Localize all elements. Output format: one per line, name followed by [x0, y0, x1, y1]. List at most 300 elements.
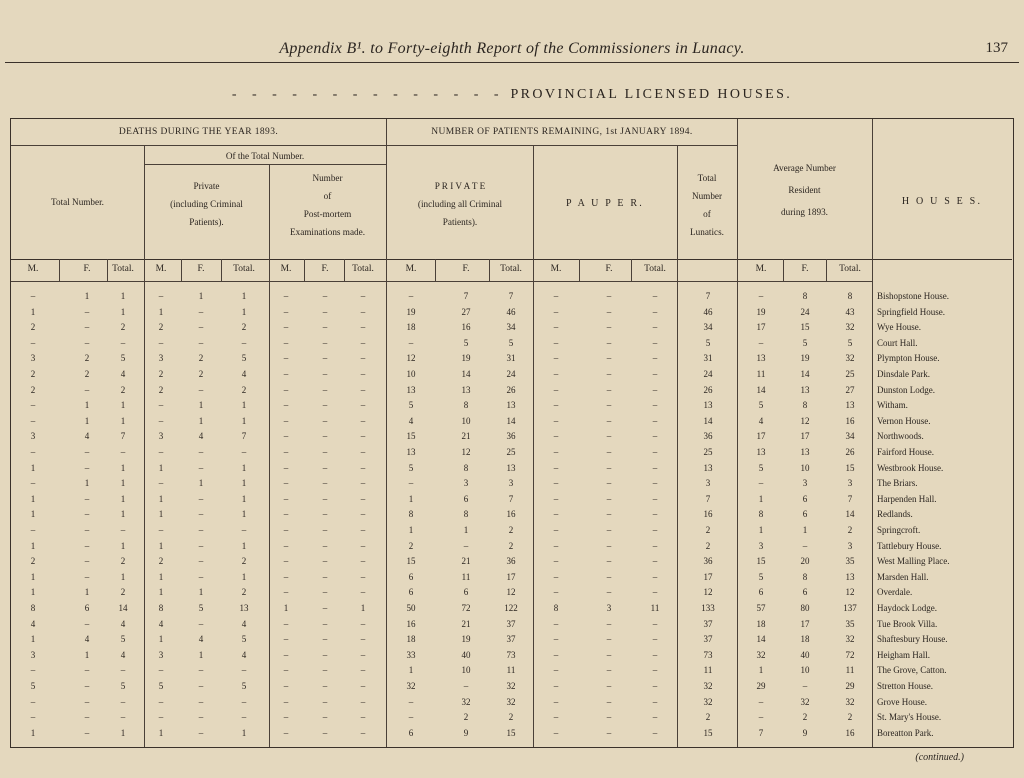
table-cell: –	[322, 509, 328, 520]
table-cell: –	[283, 353, 289, 364]
table-cell: 5	[758, 571, 764, 582]
table-cell: 5	[120, 353, 126, 364]
table-cell: –	[652, 384, 658, 395]
table-cell: –	[198, 540, 204, 551]
table-cell: –	[283, 306, 289, 317]
table-cell: 32	[800, 696, 810, 707]
table-cell: –	[322, 369, 328, 379]
table-cell: 32	[845, 353, 855, 364]
table-cell: 5	[241, 681, 247, 691]
table-cell: 17	[800, 618, 810, 629]
table-cell: 5	[463, 337, 469, 348]
table-cell: 6	[84, 603, 90, 613]
table-cell: 15	[506, 727, 516, 738]
table-cell: –	[322, 540, 328, 551]
table-cell: 8	[408, 509, 414, 520]
table-cell: 2	[802, 712, 808, 723]
table-cell: –	[84, 322, 90, 333]
table-cell: –	[606, 681, 612, 691]
table-cell: 18	[800, 634, 810, 645]
table-cell: 57	[756, 603, 766, 613]
header-line: (including Criminal	[170, 199, 243, 209]
table-cell: 31	[506, 353, 516, 364]
rule-under-group	[11, 145, 737, 146]
table-cell: –	[360, 618, 366, 629]
table-cell: –	[198, 556, 204, 567]
header-remaining: NUMBER OF PATIENTS REMAINING, 1st JANUARY 1894.	[431, 127, 693, 137]
table-cell: –	[360, 291, 366, 301]
table-cell: 1	[198, 415, 204, 426]
table-cell: 1	[758, 665, 764, 676]
subcol-rule	[826, 259, 827, 281]
table-cell: 37	[506, 634, 516, 645]
table-cell: 1	[120, 540, 126, 551]
title-dashes: - - - - - - - - - - - - - -	[231, 87, 505, 102]
table-cell: 13	[506, 462, 516, 473]
table-cell: –	[553, 540, 559, 551]
table-cell: –	[30, 400, 36, 411]
table-cell: 3	[606, 603, 612, 613]
table-cell: 1	[120, 509, 126, 520]
table-cell: –	[158, 447, 164, 457]
table-cell: 4	[241, 649, 247, 660]
table-cell: 1	[30, 540, 36, 551]
header-average	[737, 157, 872, 223]
table-cell: –	[322, 681, 328, 691]
table-cell: 2	[408, 540, 414, 551]
table-cell: 12	[845, 587, 855, 598]
table-cell: –	[360, 712, 366, 723]
table-cell: 19	[461, 353, 471, 364]
table-cell: 5	[120, 681, 126, 691]
table-cell: –	[652, 525, 658, 535]
rule-above-subheads	[11, 259, 1012, 260]
table-cell: –	[553, 306, 559, 317]
table-cell: –	[606, 431, 612, 442]
table-cell: 2	[241, 556, 247, 567]
table-cell: 15	[800, 322, 810, 333]
table-cell: –	[606, 571, 612, 582]
table-cell: 1	[802, 525, 808, 535]
table-cell: 3	[847, 478, 853, 489]
table-cell: –	[198, 462, 204, 473]
table-cell: –	[652, 587, 658, 598]
table-cell: 1	[241, 306, 247, 317]
table-cell: 13	[703, 462, 713, 473]
table-cell: –	[553, 727, 559, 738]
header-line: of	[323, 191, 332, 201]
table-cell: 43	[845, 306, 855, 317]
table-cell: 1	[241, 509, 247, 520]
table-cell: –	[652, 322, 658, 333]
house-name: Wye House.	[877, 322, 921, 333]
table-cell: –	[120, 712, 126, 723]
table-cell: 5	[408, 462, 414, 473]
table-cell: 32	[756, 649, 766, 660]
table-cell: –	[198, 337, 204, 348]
table-cell: 5	[241, 634, 247, 645]
table-cell: 26	[703, 384, 713, 395]
table-cell: 4	[198, 431, 204, 442]
table-cell: –	[553, 665, 559, 676]
table-cell: –	[606, 353, 612, 364]
house-name: Bishopstone House.	[877, 291, 949, 301]
table-cell: 25	[506, 447, 516, 457]
table-cell: 14	[506, 415, 516, 426]
table-cell: 3	[705, 478, 711, 489]
table-cell: 11	[506, 665, 516, 676]
table-cell: –	[322, 384, 328, 395]
header-line: Average Number	[773, 163, 836, 173]
header-total-lunatics	[677, 169, 737, 241]
table-cell: –	[553, 462, 559, 473]
table-cell: 3	[30, 431, 36, 442]
table-cell: 1	[30, 587, 36, 598]
table-cell: –	[463, 540, 469, 551]
house-name: Westbrook House.	[877, 462, 944, 473]
table-cell: 24	[800, 306, 810, 317]
table-cell: 1	[120, 291, 126, 301]
table-cell: 1	[30, 509, 36, 520]
table-cell: 32	[406, 681, 416, 691]
table-cell: –	[652, 369, 658, 379]
table-cell: 8	[758, 509, 764, 520]
table-cell: –	[360, 369, 366, 379]
table-cell: –	[553, 571, 559, 582]
table-cell: –	[84, 540, 90, 551]
table-cell: 12	[406, 353, 416, 364]
table-cell: 2	[241, 322, 247, 333]
table-cell: 2	[120, 556, 126, 567]
sub-header-cell: Total.	[112, 264, 134, 274]
table-cell: 2	[705, 525, 711, 535]
table-cell: 2	[158, 369, 164, 379]
header-line: Lunatics.	[690, 227, 724, 237]
rule-below-subheads	[11, 281, 872, 282]
table-cell: 2	[30, 556, 36, 567]
table-cell: –	[652, 353, 658, 364]
table-cell: –	[241, 337, 247, 348]
table-cell: 2	[158, 556, 164, 567]
table-cell: –	[553, 525, 559, 535]
table-cell: –	[606, 509, 612, 520]
table-cell: 133	[701, 603, 715, 613]
table-cell: 46	[506, 306, 516, 317]
table-cell: –	[758, 712, 764, 723]
table-cell: 14	[703, 415, 713, 426]
table-cell: –	[30, 291, 36, 301]
table-cell: –	[283, 447, 289, 457]
table-cell: –	[241, 712, 247, 723]
table-cell: –	[322, 618, 328, 629]
table-cell: 1	[120, 493, 126, 504]
table-cell: –	[553, 322, 559, 333]
table-cell: 50	[406, 603, 416, 613]
table-cell: 35	[845, 556, 855, 567]
table-cell: 2	[120, 587, 126, 598]
header-line: (including all Criminal	[417, 199, 503, 209]
table-cell: –	[283, 634, 289, 645]
table-cell: –	[283, 712, 289, 723]
table-cell: –	[553, 681, 559, 691]
licensed-houses-table	[10, 118, 1014, 748]
table-cell: –	[158, 337, 164, 348]
table-cell: 21	[461, 556, 471, 567]
table-cell: –	[802, 681, 808, 691]
table-cell: 11	[845, 665, 855, 676]
table-cell: 4	[241, 369, 247, 379]
table-cell: –	[283, 556, 289, 567]
table-cell: –	[652, 712, 658, 723]
table-cell: –	[322, 493, 328, 504]
sub-header-cell: M.	[27, 264, 39, 274]
header-line: during 1893.	[781, 207, 828, 217]
table-cell: 21	[461, 618, 471, 629]
table-cell: –	[652, 447, 658, 457]
table-cell: –	[408, 696, 414, 707]
sub-header-cell: M.	[550, 264, 562, 274]
table-cell: 27	[461, 306, 471, 317]
header-private	[387, 177, 533, 231]
table-cell: 13	[461, 384, 471, 395]
table-cell: 6	[802, 509, 808, 520]
table-cell: –	[652, 618, 658, 629]
sub-header-cell: Total.	[644, 264, 666, 274]
table-cell: –	[283, 587, 289, 598]
table-cell: –	[198, 712, 204, 723]
table-cell: 11	[756, 369, 766, 379]
table-cell: –	[283, 400, 289, 411]
table-cell: 2	[508, 712, 514, 723]
table-cell: –	[283, 649, 289, 660]
table-cell: –	[408, 337, 414, 348]
table-cell: –	[553, 649, 559, 660]
table-cell: 1	[158, 306, 164, 317]
table-cell: 4	[120, 649, 126, 660]
table-cell: –	[322, 571, 328, 582]
continued-note: (continued.)	[915, 752, 964, 763]
table-cell: –	[553, 696, 559, 707]
table-cell: 1	[360, 603, 366, 613]
table-cell: 34	[703, 322, 713, 333]
table-cell: –	[360, 556, 366, 567]
table-cell: 32	[845, 322, 855, 333]
table-cell: 2	[241, 384, 247, 395]
table-cell: –	[283, 322, 289, 333]
table-cell: –	[360, 540, 366, 551]
table-cell: 17	[756, 322, 766, 333]
table-cell: 6	[463, 587, 469, 598]
table-cell: –	[606, 696, 612, 707]
table-cell: 10	[800, 462, 810, 473]
table-cell: 32	[506, 681, 516, 691]
table-cell: 7	[241, 431, 247, 442]
house-name: Court Hall.	[877, 337, 918, 348]
table-cell: 5	[158, 681, 164, 691]
table-cell: –	[606, 712, 612, 723]
table-cell: 73	[703, 649, 713, 660]
table-cell: 7	[705, 291, 711, 301]
table-cell: 35	[845, 618, 855, 629]
table-cell: –	[84, 493, 90, 504]
table-cell: –	[463, 681, 469, 691]
header-line: of	[703, 209, 711, 219]
col-rule	[533, 145, 534, 747]
table-cell: –	[553, 478, 559, 489]
table-cell: 1	[241, 400, 247, 411]
subcol-rule	[107, 259, 108, 281]
header-pauper: P A U P E R.	[566, 198, 644, 209]
table-cell: –	[158, 665, 164, 676]
table-cell: –	[84, 556, 90, 567]
table-cell: 1	[198, 291, 204, 301]
table-cell: –	[198, 665, 204, 676]
sub-header-cell: F.	[462, 264, 470, 274]
table-cell: –	[158, 400, 164, 411]
table-cell: –	[360, 462, 366, 473]
table-cell: –	[553, 353, 559, 364]
table-cell: –	[322, 462, 328, 473]
table-cell: 3	[847, 540, 853, 551]
table-cell: 18	[406, 322, 416, 333]
table-cell: –	[30, 337, 36, 348]
table-cell: –	[553, 400, 559, 411]
table-cell: –	[322, 556, 328, 567]
table-cell: –	[120, 337, 126, 348]
table-cell: –	[606, 447, 612, 457]
header-line: Number	[312, 173, 343, 183]
table-cell: –	[360, 665, 366, 676]
sub-header-cell: M.	[405, 264, 417, 274]
table-cell: –	[360, 337, 366, 348]
subcol-rule	[304, 259, 305, 281]
header-private-criminal	[144, 177, 269, 231]
section-title-line	[0, 87, 1024, 103]
table-cell: 46	[703, 306, 713, 317]
header-line: Patients).	[189, 217, 224, 227]
table-cell: –	[120, 696, 126, 707]
table-cell: 24	[506, 369, 516, 379]
table-cell: 2	[120, 384, 126, 395]
table-cell: –	[322, 400, 328, 411]
table-cell: 4	[120, 618, 126, 629]
page-number: 137	[985, 40, 1008, 56]
table-cell: –	[606, 306, 612, 317]
sub-header-cell: F.	[83, 264, 91, 274]
table-cell: 14	[756, 634, 766, 645]
table-cell: –	[652, 681, 658, 691]
table-cell: 2	[198, 353, 204, 364]
table-cell: 6	[802, 587, 808, 598]
table-cell: 8	[802, 291, 808, 301]
table-cell: 5	[120, 634, 126, 645]
table-cell: –	[158, 415, 164, 426]
table-cell: 21	[461, 431, 471, 442]
table-cell: 36	[506, 556, 516, 567]
table-cell: 2	[84, 353, 90, 364]
table-cell: 1	[158, 509, 164, 520]
house-name: Tattlebury House.	[877, 540, 942, 551]
table-cell: 9	[802, 727, 808, 738]
table-cell: –	[84, 681, 90, 691]
house-name: Springcroft.	[877, 525, 921, 535]
table-cell: 34	[845, 431, 855, 442]
table-cell: –	[606, 587, 612, 598]
sub-header-cell: Total.	[500, 264, 522, 274]
table-cell: –	[606, 291, 612, 301]
table-cell: 32	[703, 696, 713, 707]
table-cell: 13	[800, 447, 810, 457]
table-cell: 3	[158, 649, 164, 660]
table-cell: 33	[406, 649, 416, 660]
table-cell: –	[84, 618, 90, 629]
table-cell: –	[158, 712, 164, 723]
table-cell: –	[198, 727, 204, 738]
table-cell: 5	[758, 462, 764, 473]
house-name: The Briars.	[877, 478, 918, 489]
table-cell: 15	[703, 727, 713, 738]
table-cell: –	[120, 665, 126, 676]
table-cell: –	[606, 415, 612, 426]
table-cell: –	[84, 665, 90, 676]
sub-header-cell: F.	[605, 264, 613, 274]
table-cell: –	[652, 556, 658, 567]
table-cell: 16	[845, 727, 855, 738]
table-cell: 1	[241, 415, 247, 426]
table-cell: –	[322, 478, 328, 489]
table-cell: –	[84, 727, 90, 738]
table-cell: 5	[408, 400, 414, 411]
table-cell: –	[652, 462, 658, 473]
table-cell: –	[84, 712, 90, 723]
table-cell: –	[30, 415, 36, 426]
running-head: Appendix B¹. to Forty-eighth Report of the Commissioners in Lunacy.	[279, 40, 745, 57]
subcol-rule	[344, 259, 345, 281]
table-cell: 1	[241, 462, 247, 473]
table-cell: –	[322, 634, 328, 645]
table-cell: 8	[802, 400, 808, 411]
table-cell: 72	[845, 649, 855, 660]
table-cell: 1	[158, 587, 164, 598]
table-cell: 1	[158, 540, 164, 551]
table-cell: 122	[504, 603, 518, 613]
table-cell: 2	[158, 322, 164, 333]
table-cell: 7	[508, 493, 514, 504]
table-cell: –	[283, 727, 289, 738]
table-cell: 4	[84, 634, 90, 645]
table-cell: –	[283, 681, 289, 691]
table-cell: –	[322, 291, 328, 301]
table-cell: 29	[756, 681, 766, 691]
table-cell: –	[322, 727, 328, 738]
table-cell: –	[606, 462, 612, 473]
table-cell: 4	[408, 415, 414, 426]
table-cell: –	[283, 478, 289, 489]
table-cell: 14	[461, 369, 471, 379]
table-cell: –	[283, 525, 289, 535]
table-cell: 8	[847, 291, 853, 301]
header-line: Total	[697, 173, 717, 183]
table-cell: –	[652, 634, 658, 645]
col-rule	[872, 119, 873, 747]
table-cell: 2	[508, 540, 514, 551]
table-cell: –	[606, 634, 612, 645]
table-cell: 4	[158, 618, 164, 629]
table-cell: –	[606, 556, 612, 567]
subcol-rule	[631, 259, 632, 281]
table-cell: –	[606, 727, 612, 738]
table-cell: –	[283, 415, 289, 426]
